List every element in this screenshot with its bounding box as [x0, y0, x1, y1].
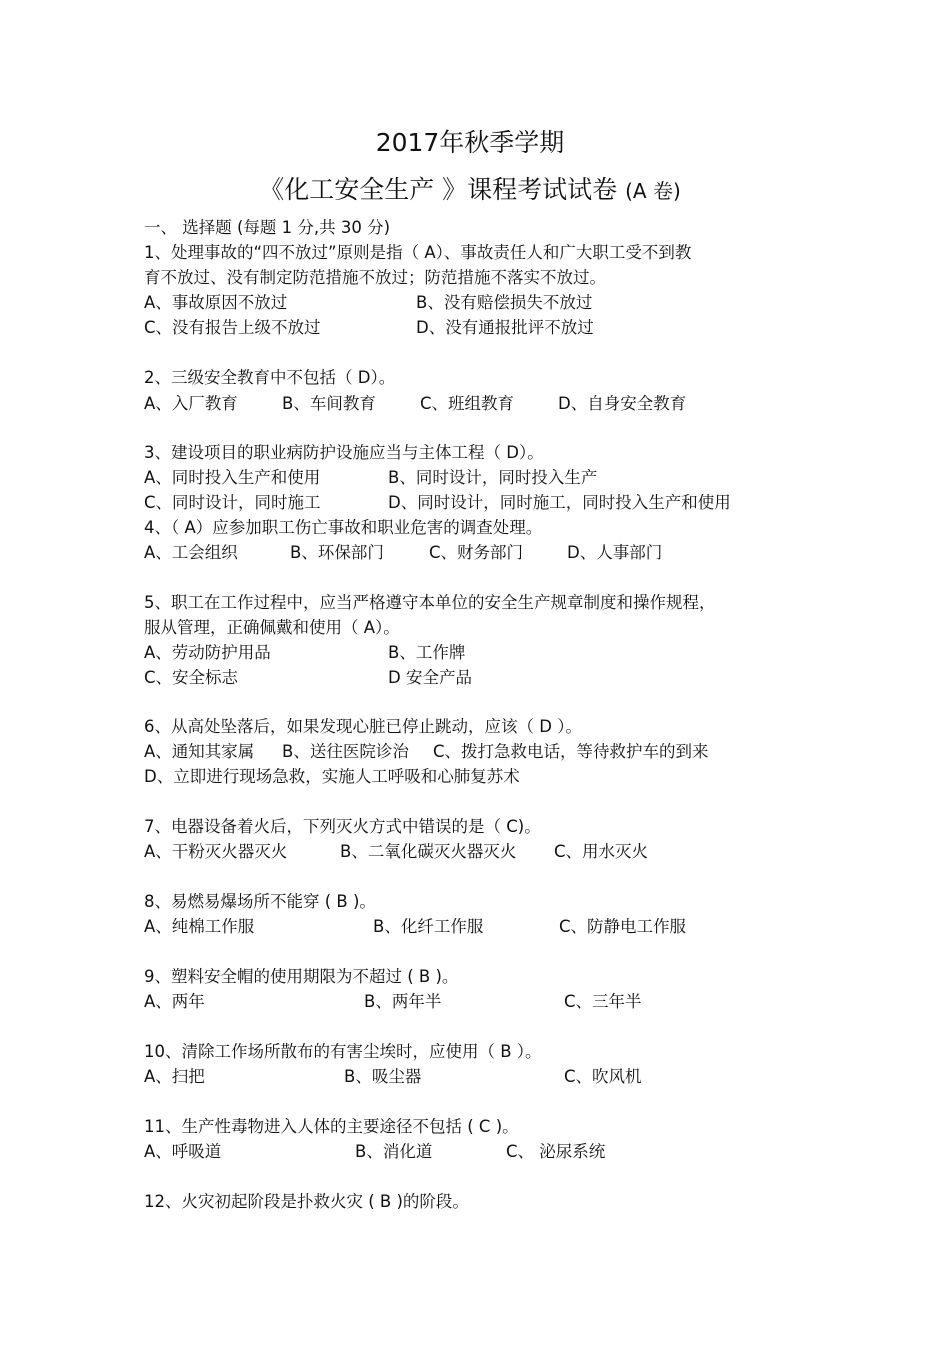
question-2-option-c: C、班组教育	[420, 394, 515, 413]
question-10-option-a: A、扫把	[144, 1067, 205, 1086]
section-heading: 一、 选择题 (每题 1 分,共 30 分)	[144, 218, 391, 237]
question-5-stem-line-2: 服从管理，正确佩戴和使用（ A）。	[144, 618, 400, 637]
question-4-option-a: A、工会组织	[144, 543, 238, 562]
question-9-option-a: A、两年	[144, 992, 205, 1011]
question-3-option-d: D、同时设计，同时施工，同时投入生产和使用	[388, 493, 731, 512]
question-9-option-b: B、两年半	[364, 992, 442, 1011]
question-6-option-a: A、通知其家属	[144, 742, 255, 761]
term-title: 2017年秋季学期	[375, 128, 565, 157]
question-8-option-c: C、防静电工作服	[559, 917, 687, 936]
question-5-option-c: C、安全标志	[144, 668, 239, 687]
question-6-option-d: D、立即进行现场急救，实施人工呼吸和心肺复苏术	[144, 767, 520, 786]
question-1-option-c: C、没有报告上级不放过	[144, 318, 321, 337]
question-1-option-b: B、没有赔偿损失不放过	[416, 293, 593, 312]
question-9-option-c: C、三年半	[564, 992, 642, 1011]
question-8-stem: 8、易燃易爆场所不能穿 ( B )。	[144, 892, 376, 911]
question-1-option-a: A、事故原因不放过	[144, 293, 288, 312]
question-1-option-d: D、没有通报批评不放过	[416, 318, 594, 337]
question-11-option-c: C、 泌尿系统	[506, 1142, 606, 1161]
question-7-option-a: A、干粉灭火器灭火	[144, 842, 288, 861]
exam-title	[0, 175, 940, 206]
question-5-option-a: A、劳动防护用品	[144, 643, 271, 662]
question-11-option-b: B、消化道	[355, 1142, 433, 1161]
question-11-stem: 11、生产性毒物进入人体的主要途径不包括 ( C )。	[144, 1117, 519, 1136]
question-6-option-b: B、送往医院诊治	[282, 742, 409, 761]
question-4-option-c: C、财务部门	[429, 543, 524, 562]
question-7-option-b: B、二氧化碳灭火器灭火	[340, 842, 517, 861]
question-10-option-b: B、吸尘器	[344, 1067, 422, 1086]
question-10-stem: 10、清除工作场所散布的有害尘埃时，应使用（ B ）。	[144, 1042, 542, 1061]
question-8-option-b: B、化纤工作服	[373, 917, 484, 936]
question-3-option-a: A、同时投入生产和使用	[144, 468, 321, 487]
question-5-option-d: D 安全产品	[388, 668, 472, 687]
question-2-option-d: D、自身安全教育	[558, 394, 687, 413]
question-2-stem: 2、三级安全教育中不包括（ D）。	[144, 368, 396, 387]
question-3-stem: 3、建设项目的职业病防护设施应当与主体工程（ D）。	[144, 443, 544, 462]
question-5-option-b: B、工作牌	[388, 643, 466, 662]
question-2-option-b: B、车间教育	[282, 394, 376, 413]
question-7-option-c: C、用水灭火	[554, 842, 649, 861]
question-12-stem: 12、火灾初起阶段是扑救火灾 ( B )的阶段。	[144, 1192, 469, 1211]
question-3-option-b: B、同时设计，同时投入生产	[388, 468, 598, 487]
question-9-stem: 9、塑料安全帽的使用期限为不超过 ( B )。	[144, 967, 459, 986]
question-1-stem-line-1: 1、处理事故的“四不放过”原则是指（ A）、事故责任人和广大职工受不到教	[144, 243, 692, 262]
question-7-stem: 7、电器设备着火后，下列灭火方式中错误的是（ C)。	[144, 817, 541, 836]
question-10-option-c: C、吹风机	[564, 1067, 642, 1086]
question-4-option-b: B、环保部门	[290, 543, 384, 562]
question-3-option-c: C、同时设计，同时施工	[144, 493, 321, 512]
question-4-stem: 4、（ A）应参加职工伤亡事故和职业危害的调查处理。	[144, 518, 543, 537]
exam-title-text: 《化工安全生产 》课程考试试卷	[259, 175, 618, 204]
question-6-stem: 6、从高处坠落后，如果发现心脏已停止跳动，应该（ D ）。	[144, 717, 582, 736]
question-4-option-d: D、人事部门	[567, 543, 663, 562]
exam-version: (A 卷)	[625, 179, 681, 203]
question-2-option-a: A、入厂教育	[144, 394, 238, 413]
question-1-stem-line-2: 育不放过、没有制定防范措施不放过；防范措施不落实不放过。	[144, 268, 606, 287]
question-5-stem-line-1: 5、职工在工作过程中，应当严格遵守本单位的安全生产规章制度和操作规程，	[144, 593, 716, 612]
question-8-option-a: A、纯棉工作服	[144, 917, 255, 936]
question-6-option-c: C、拨打急救电话，等待救护车的到来	[433, 742, 709, 761]
question-11-option-a: A、呼吸道	[144, 1142, 222, 1161]
